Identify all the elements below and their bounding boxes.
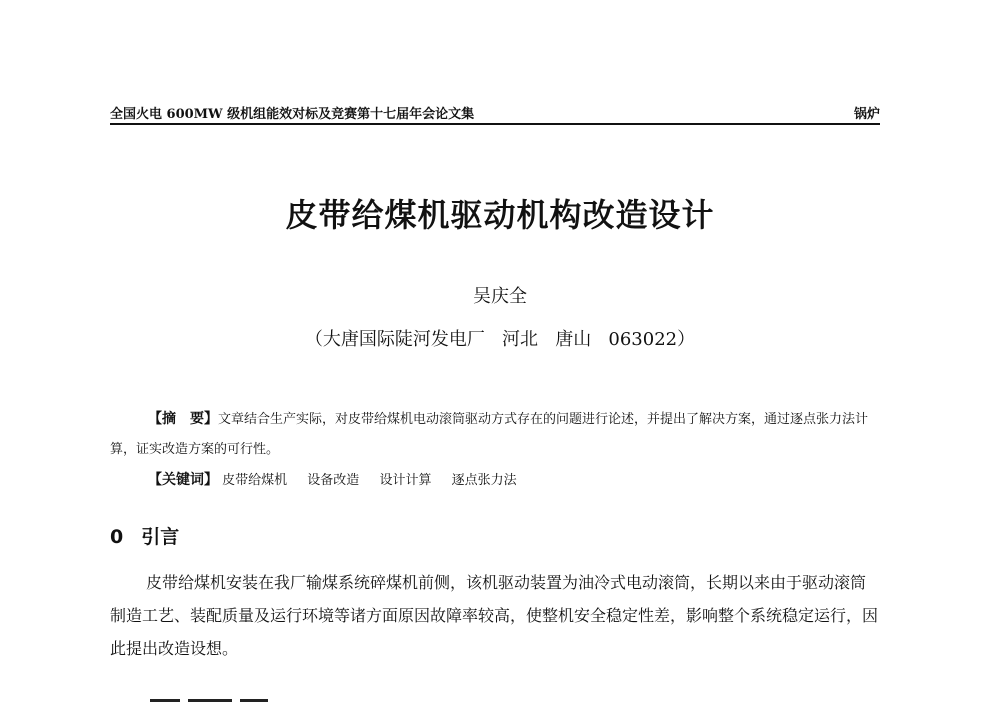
keywords-line (110, 465, 880, 496)
abstract-text: 文章结合生产实际，对皮带给煤机电动滚筒驱动方式存在的问题进行论述，并提出了解决方案，通过逐点张力法计算，证实改造方案的可行性。 (110, 412, 869, 457)
paper-title: 皮带给煤机驱动机构改造设计 (285, 196, 715, 234)
section-number: 0 (110, 526, 124, 548)
keyword: 逐点张力法 (451, 473, 517, 488)
keywords-label: 【关键词】 (148, 472, 218, 488)
keyword: 设计计算 (379, 473, 432, 488)
cut-off-text-line (150, 690, 290, 702)
author-name: 吴庆全 (473, 286, 527, 307)
keyword: 皮带给煤机 (222, 473, 288, 488)
journal-title: 全国火电 600MW 级机组能效对标及竞赛第十七届年会论文集 (110, 107, 475, 122)
section-heading (110, 522, 179, 549)
author-affiliation: （大唐国际陡河发电厂 河北 唐山 063022） (304, 329, 696, 350)
header-rule (110, 123, 880, 125)
section-title: 引言 (141, 526, 180, 548)
section-tag: 锅炉 (853, 107, 880, 122)
body-paragraph: 皮带给煤机安装在我厂输煤系统碎煤机前侧，该机驱动装置为油冷式电动滚筒，长期以来由于驱动滚筒制造工艺、装配质量及运行环境等诸方面原因故障率较高，使整机安全稳定性差，影响整个系统稳定运行，因此提出改造设想。 (110, 573, 879, 658)
running-header (110, 103, 880, 125)
body-text (110, 566, 880, 665)
abstract-label: 【摘 要】 (148, 411, 218, 427)
abstract-paragraph (110, 404, 880, 465)
keyword: 设备改造 (307, 473, 360, 488)
abstract-block (110, 404, 880, 496)
